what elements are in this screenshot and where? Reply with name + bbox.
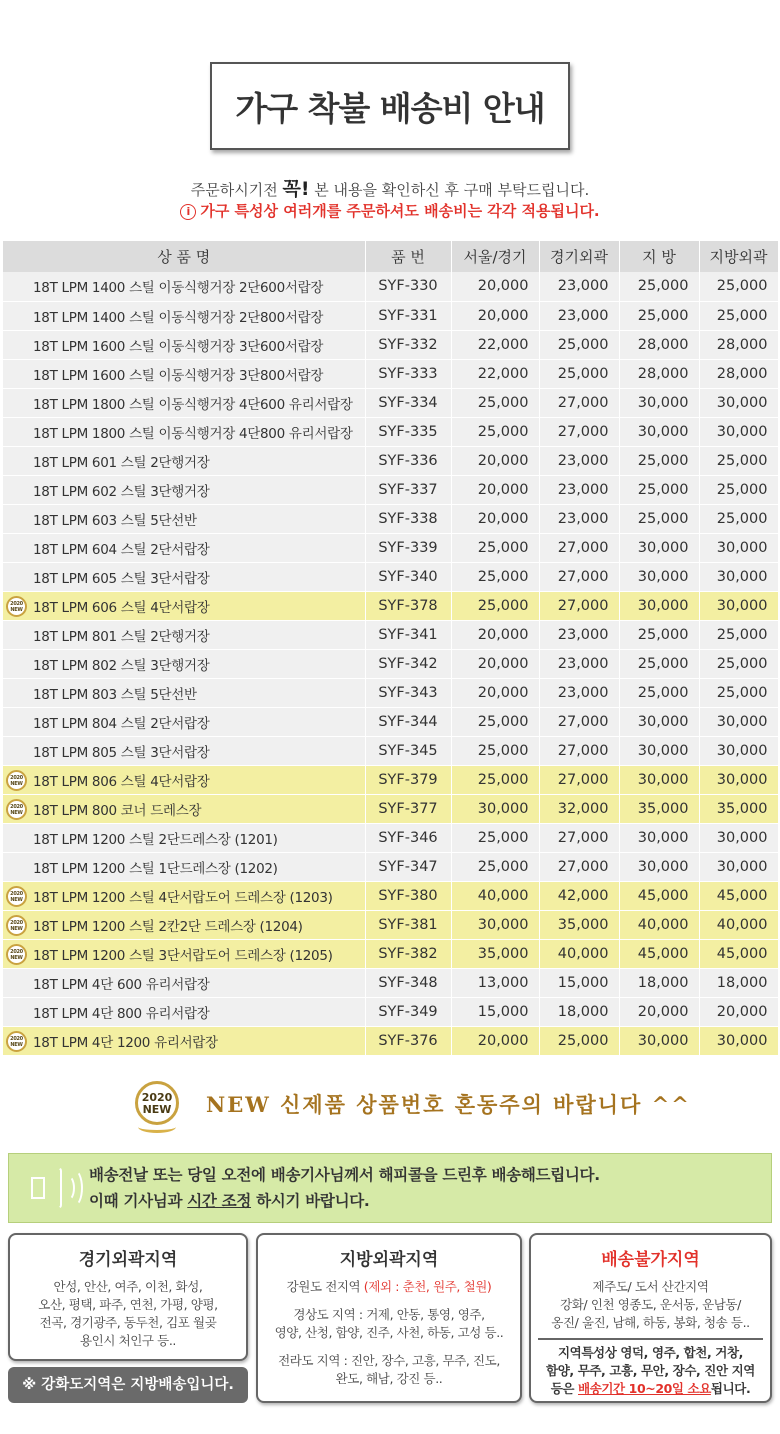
product-code-cell: SYF-337 — [365, 475, 451, 504]
fee-local-outer-cell: 40,000 — [699, 910, 778, 939]
fee-local-cell: 25,000 — [619, 620, 699, 649]
delivery-line-2: 이때 기사님과 시간 조정 하시기 바랍니다. — [89, 1192, 370, 1210]
table-row — [3, 330, 778, 359]
region-unavailable-note: 지역특성상 영덕, 영주, 합천, 거창, — [558, 1345, 743, 1360]
product-code-cell: SYF-330 — [365, 272, 451, 301]
product-name-cell: 2020 NEW 18T LPM 1200 스틸 4단서랍도어 드레스장 (1203) — [3, 881, 365, 910]
table-body — [3, 272, 778, 1055]
region-gyeonggi-outer — [8, 1233, 248, 1361]
new-badge-icon: 2020 NEW — [6, 944, 27, 965]
fee-local-cell: 30,000 — [619, 707, 699, 736]
fee-seoul-cell: 20,000 — [451, 504, 539, 533]
fee-local-outer-cell: 25,000 — [699, 649, 778, 678]
product-name-cell: 18T LPM 1400 스틸 이동식행거장 2단800서랍장 — [3, 301, 365, 330]
region-jeolla-line: 전라도 지역 : 진안, 장수, 고흥, 무주, 진도, — [278, 1353, 500, 1368]
product-name-cell: 2020 NEW 18T LPM 1200 스틸 2칸2단 드레스장 (1204) — [3, 910, 365, 939]
fee-seoul-cell: 25,000 — [451, 533, 539, 562]
product-name-cell: 18T LPM 1200 스틸 1단드레스장 (1202) — [3, 852, 365, 881]
region-gyeonggi-line: 전곡, 경기광주, 동두천, 김포 월곶 — [39, 1315, 217, 1330]
fee-local-outer-cell: 35,000 — [699, 794, 778, 823]
region-local-outer — [256, 1233, 522, 1403]
fee-local-cell: 30,000 — [619, 823, 699, 852]
fee-local-cell: 45,000 — [619, 939, 699, 968]
header-product-name: 상 품 명 — [3, 241, 365, 272]
fee-gyeonggi-outer-cell: 27,000 — [539, 736, 619, 765]
product-name-cell: 18T LPM 802 스틸 3단행거장 — [3, 649, 365, 678]
table-row — [3, 794, 778, 823]
table-row — [3, 359, 778, 388]
table-row — [3, 417, 778, 446]
region-gyeongsang-line: 경상도 지역 : 거제, 안동, 통영, 영주, — [293, 1307, 485, 1322]
fee-local-outer-cell: 25,000 — [699, 678, 778, 707]
fee-local-outer-cell: 28,000 — [699, 330, 778, 359]
product-code-cell: SYF-348 — [365, 968, 451, 997]
product-code-cell: SYF-331 — [365, 301, 451, 330]
product-code-cell: SYF-332 — [365, 330, 451, 359]
table-row — [3, 1026, 778, 1055]
product-name-cell: 18T LPM 1600 스틸 이동식행거장 3단800서랍장 — [3, 359, 365, 388]
product-name-cell: 18T LPM 4단 600 유리서랍장 — [3, 968, 365, 997]
notice-line-2 — [0, 200, 780, 221]
product-code-cell: SYF-346 — [365, 823, 451, 852]
region-gyeonggi-line: 용인시 처인구 등.. — [79, 1333, 177, 1348]
fee-gyeonggi-outer-cell: 27,000 — [539, 852, 619, 881]
region-gyeongsang-line: 영양, 산청, 함양, 진주, 사천, 하동, 고성 등.. — [274, 1325, 504, 1340]
header-seoul-gyeonggi: 서울/경기 — [451, 241, 539, 272]
fee-local-outer-cell: 28,000 — [699, 359, 778, 388]
notice-emphasis: 꼭! — [282, 178, 310, 200]
new-banner-text: NEW 신제품 상품번호 혼동주의 바랍니다 ^^ — [206, 1092, 691, 1117]
table-row — [3, 678, 778, 707]
fee-local-cell: 30,000 — [619, 591, 699, 620]
product-code-cell: SYF-342 — [365, 649, 451, 678]
fee-gyeonggi-outer-cell: 25,000 — [539, 359, 619, 388]
new-medal-icon — [130, 1075, 184, 1133]
fee-seoul-cell: 20,000 — [451, 446, 539, 475]
fee-local-cell: 30,000 — [619, 852, 699, 881]
fee-gyeonggi-outer-cell: 25,000 — [539, 330, 619, 359]
fee-seoul-cell: 15,000 — [451, 997, 539, 1026]
delivery-line-1: 배송전날 또는 당일 오전에 배송기사님께서 해피콜을 드린후 배송해드립니다. — [89, 1166, 600, 1184]
fee-seoul-cell: 25,000 — [451, 562, 539, 591]
fee-local-outer-cell: 25,000 — [699, 272, 778, 301]
fee-gyeonggi-outer-cell: 23,000 — [539, 504, 619, 533]
fee-gyeonggi-outer-cell: 27,000 — [539, 417, 619, 446]
new-badge-icon: 2020 NEW — [6, 915, 27, 936]
fee-seoul-cell: 25,000 — [451, 417, 539, 446]
header-gyeonggi-outer: 경기외곽 — [539, 241, 619, 272]
fee-local-cell: 25,000 — [619, 475, 699, 504]
product-name-cell: 2020 NEW 18T LPM 1200 스틸 3단서랍도어 드레스장 (1205) — [3, 939, 365, 968]
fee-local-cell: 25,000 — [619, 272, 699, 301]
region-gangwon: 강원도 전지역 (제외 : 춘천, 원주, 철원) — [286, 1279, 492, 1294]
fee-gyeonggi-outer-cell: 23,000 — [539, 649, 619, 678]
product-code-cell: SYF-339 — [365, 533, 451, 562]
fee-seoul-cell: 35,000 — [451, 939, 539, 968]
fee-gyeonggi-outer-cell: 32,000 — [539, 794, 619, 823]
fee-gyeonggi-outer-cell: 40,000 — [539, 939, 619, 968]
notice-text-rest: 본 내용을 확인하신 후 구매 부탁드립니다. — [309, 181, 590, 199]
fee-local-outer-cell: 25,000 — [699, 475, 778, 504]
fee-gyeonggi-outer-cell: 35,000 — [539, 910, 619, 939]
product-code-cell: SYF-343 — [365, 678, 451, 707]
product-code-cell: SYF-333 — [365, 359, 451, 388]
fee-seoul-cell: 22,000 — [451, 359, 539, 388]
shipping-fee-table — [3, 241, 779, 1056]
fee-local-outer-cell: 18,000 — [699, 968, 778, 997]
fee-local-cell: 30,000 — [619, 533, 699, 562]
region-unavailable-period: 등은 배송기간 10~20일 소요됩니다. — [550, 1381, 751, 1396]
header-local: 지 방 — [619, 241, 699, 272]
fee-local-outer-cell: 45,000 — [699, 881, 778, 910]
fee-local-cell: 30,000 — [619, 736, 699, 765]
product-name-cell: 18T LPM 801 스틸 2단행거장 — [3, 620, 365, 649]
product-name-cell: 2020 NEW 18T LPM 606 스틸 4단서랍장 — [3, 591, 365, 620]
notice-line-1 — [0, 174, 780, 201]
product-name-cell: 18T LPM 602 스틸 3단행거장 — [3, 475, 365, 504]
medal-year: 2020 — [141, 1091, 173, 1104]
fee-gyeonggi-outer-cell: 18,000 — [539, 997, 619, 1026]
product-code-cell: SYF-340 — [365, 562, 451, 591]
fee-seoul-cell: 20,000 — [451, 301, 539, 330]
product-name-cell: 18T LPM 804 스틸 2단서랍장 — [3, 707, 365, 736]
fee-seoul-cell: 20,000 — [451, 649, 539, 678]
fee-gyeonggi-outer-cell: 23,000 — [539, 301, 619, 330]
fee-seoul-cell: 20,000 — [451, 678, 539, 707]
fee-gyeonggi-outer-cell: 27,000 — [539, 533, 619, 562]
title-box — [210, 62, 570, 150]
fee-gyeonggi-outer-cell: 23,000 — [539, 620, 619, 649]
product-code-cell: SYF-336 — [365, 446, 451, 475]
product-code-cell: SYF-334 — [365, 388, 451, 417]
fee-local-cell: 25,000 — [619, 504, 699, 533]
fee-gyeonggi-outer-cell: 25,000 — [539, 1026, 619, 1055]
region-gyeonggi-line: 안성, 안산, 여주, 이천, 화성, — [53, 1279, 203, 1294]
table-row — [3, 997, 778, 1026]
fee-local-cell: 45,000 — [619, 881, 699, 910]
region-unavailable-line: 강화/ 인천 영종도, 운서동, 운남동/ — [560, 1297, 741, 1312]
fee-local-outer-cell: 25,000 — [699, 301, 778, 330]
table-row — [3, 649, 778, 678]
table-row — [3, 910, 778, 939]
product-name-cell: 2020 NEW 18T LPM 806 스틸 4단서랍장 — [3, 765, 365, 794]
product-name-cell: 18T LPM 803 스틸 5단선반 — [3, 678, 365, 707]
fee-gyeonggi-outer-cell: 27,000 — [539, 388, 619, 417]
region-gyeonggi-line: 오산, 평택, 파주, 연천, 가평, 양평, — [38, 1297, 218, 1312]
fee-gyeonggi-outer-cell: 27,000 — [539, 765, 619, 794]
fee-local-outer-cell: 20,000 — [699, 997, 778, 1026]
new-badge-icon: 2020 NEW — [6, 1031, 27, 1052]
fee-seoul-cell: 25,000 — [451, 736, 539, 765]
table-row — [3, 736, 778, 765]
product-name-cell: 2020 NEW 18T LPM 800 코너 드레스장 — [3, 794, 365, 823]
region-unavailable-line: 옹진/ 울진, 남해, 하동, 봉화, 청송 등.. — [551, 1315, 750, 1330]
fee-gyeonggi-outer-cell: 27,000 — [539, 707, 619, 736]
info-icon: i — [180, 204, 196, 220]
product-name-cell: 18T LPM 805 스틸 3단서랍장 — [3, 736, 365, 765]
product-name-cell: 18T LPM 601 스틸 2단행거장 — [3, 446, 365, 475]
product-name-cell: 18T LPM 1600 스틸 이동식행거장 3단600서랍장 — [3, 330, 365, 359]
new-badge-icon: 2020 NEW — [6, 770, 27, 791]
fee-local-cell: 25,000 — [619, 446, 699, 475]
notice-warning: 가구 특성상 여러개를 주문하셔도 배송비는 각각 적용됩니다. — [200, 202, 600, 220]
product-name-cell: 18T LPM 1400 스틸 이동식행거장 2단600서랍장 — [3, 272, 365, 301]
fee-local-cell: 35,000 — [619, 794, 699, 823]
fee-local-outer-cell: 30,000 — [699, 707, 778, 736]
fee-seoul-cell: 30,000 — [451, 910, 539, 939]
fee-local-outer-cell: 25,000 — [699, 620, 778, 649]
fee-gyeonggi-outer-cell: 27,000 — [539, 823, 619, 852]
fee-gyeonggi-outer-cell: 27,000 — [539, 591, 619, 620]
table-row — [3, 852, 778, 881]
product-name-cell: 18T LPM 604 스틸 2단서랍장 — [3, 533, 365, 562]
fee-local-outer-cell: 30,000 — [699, 417, 778, 446]
fee-local-outer-cell: 30,000 — [699, 852, 778, 881]
region-gyeonggi-title: 경기외곽지역 — [78, 1250, 178, 1270]
fee-local-cell: 30,000 — [619, 1026, 699, 1055]
table-row — [3, 446, 778, 475]
fee-local-cell: 25,000 — [619, 678, 699, 707]
product-name-cell: 18T LPM 603 스틸 5단선반 — [3, 504, 365, 533]
fee-gyeonggi-outer-cell: 27,000 — [539, 562, 619, 591]
fee-local-cell: 40,000 — [619, 910, 699, 939]
product-name-cell: 18T LPM 4단 800 유리서랍장 — [3, 997, 365, 1026]
product-name-cell: 2020 NEW 18T LPM 4단 1200 유리서랍장 — [3, 1026, 365, 1055]
product-code-cell: SYF-377 — [365, 794, 451, 823]
fee-seoul-cell: 25,000 — [451, 388, 539, 417]
fee-seoul-cell: 22,000 — [451, 330, 539, 359]
fee-local-cell: 25,000 — [619, 649, 699, 678]
table-row — [3, 765, 778, 794]
product-code-cell: SYF-378 — [365, 591, 451, 620]
new-badge-icon: 2020 NEW — [6, 886, 27, 907]
table-row — [3, 620, 778, 649]
region-unavailable — [529, 1233, 772, 1403]
product-code-cell: SYF-347 — [365, 852, 451, 881]
new-product-banner — [130, 1073, 691, 1135]
divider — [538, 1338, 763, 1340]
table-row — [3, 881, 778, 910]
new-badge-icon: 2020 NEW — [6, 799, 27, 820]
table-row — [3, 272, 778, 301]
fee-local-cell: 28,000 — [619, 359, 699, 388]
table-row — [3, 968, 778, 997]
fee-seoul-cell: 25,000 — [451, 765, 539, 794]
fee-local-cell: 18,000 — [619, 968, 699, 997]
product-code-cell: SYF-335 — [365, 417, 451, 446]
delivery-time-adjust: 시간 조정 — [187, 1192, 252, 1210]
product-name-cell: 18T LPM 605 스틸 3단서랍장 — [3, 562, 365, 591]
fee-local-outer-cell: 25,000 — [699, 446, 778, 475]
fee-seoul-cell: 25,000 — [451, 591, 539, 620]
fee-local-outer-cell: 30,000 — [699, 533, 778, 562]
fee-local-outer-cell: 30,000 — [699, 736, 778, 765]
fee-local-outer-cell: 25,000 — [699, 504, 778, 533]
fee-local-cell: 25,000 — [619, 301, 699, 330]
fee-local-outer-cell: 30,000 — [699, 388, 778, 417]
fee-gyeonggi-outer-cell: 23,000 — [539, 446, 619, 475]
product-code-cell: SYF-344 — [365, 707, 451, 736]
fee-local-outer-cell: 30,000 — [699, 562, 778, 591]
product-name-cell: 18T LPM 1800 스틸 이동식행거장 4단800 유리서랍장 — [3, 417, 365, 446]
region-unavailable-line: 제주도/ 도서 산간지역 — [592, 1279, 709, 1294]
table-row — [3, 533, 778, 562]
fee-local-cell: 20,000 — [619, 997, 699, 1026]
fee-gyeonggi-outer-cell: 42,000 — [539, 881, 619, 910]
product-code-cell: SYF-338 — [365, 504, 451, 533]
region-unavailable-title: 배송불가지역 — [601, 1250, 700, 1270]
fee-local-cell: 28,000 — [619, 330, 699, 359]
table-row — [3, 301, 778, 330]
table-row — [3, 823, 778, 852]
fee-local-cell: 30,000 — [619, 765, 699, 794]
table-row — [3, 707, 778, 736]
table-row — [3, 939, 778, 968]
table-header-row — [3, 241, 778, 272]
region-unavailable-note: 함양, 무주, 고흥, 무안, 장수, 진안 지역 — [546, 1363, 755, 1378]
fee-gyeonggi-outer-cell: 23,000 — [539, 475, 619, 504]
speaker-icon — [9, 1153, 89, 1223]
table-row — [3, 388, 778, 417]
new-badge-icon: 2020 NEW — [6, 596, 27, 617]
region-local-title: 지방외곽지역 — [339, 1250, 439, 1270]
product-code-cell: SYF-345 — [365, 736, 451, 765]
fee-seoul-cell: 20,000 — [451, 620, 539, 649]
ganghwa-note: ※ 강화도지역은 지방배송입니다. — [8, 1367, 248, 1403]
fee-seoul-cell: 13,000 — [451, 968, 539, 997]
fee-gyeonggi-outer-cell: 23,000 — [539, 678, 619, 707]
product-code-cell: SYF-349 — [365, 997, 451, 1026]
fee-local-outer-cell: 30,000 — [699, 823, 778, 852]
notice-text: 주문하시기전 — [190, 181, 283, 199]
product-code-cell: SYF-382 — [365, 939, 451, 968]
fee-gyeonggi-outer-cell: 23,000 — [539, 272, 619, 301]
table-row — [3, 591, 778, 620]
fee-gyeonggi-outer-cell: 15,000 — [539, 968, 619, 997]
product-name-cell: 18T LPM 1800 스틸 이동식행거장 4단600 유리서랍장 — [3, 388, 365, 417]
fee-local-outer-cell: 30,000 — [699, 1026, 778, 1055]
product-code-cell: SYF-379 — [365, 765, 451, 794]
fee-local-outer-cell: 30,000 — [699, 765, 778, 794]
fee-local-cell: 30,000 — [619, 562, 699, 591]
product-code-cell: SYF-376 — [365, 1026, 451, 1055]
header-product-code: 품 번 — [365, 241, 451, 272]
delivery-notice-box — [8, 1153, 772, 1223]
table-row — [3, 475, 778, 504]
page-title: 가구 착불 배송비 안내 — [235, 88, 545, 128]
fee-local-cell: 30,000 — [619, 417, 699, 446]
fee-seoul-cell: 20,000 — [451, 475, 539, 504]
fee-seoul-cell: 20,000 — [451, 1026, 539, 1055]
medal-label: NEW — [142, 1103, 172, 1116]
fee-seoul-cell: 40,000 — [451, 881, 539, 910]
fee-seoul-cell: 20,000 — [451, 272, 539, 301]
fee-seoul-cell: 30,000 — [451, 794, 539, 823]
table-row — [3, 562, 778, 591]
table-row — [3, 504, 778, 533]
fee-local-outer-cell: 30,000 — [699, 591, 778, 620]
product-code-cell: SYF-341 — [365, 620, 451, 649]
fee-seoul-cell: 25,000 — [451, 707, 539, 736]
product-name-cell: 18T LPM 1200 스틸 2단드레스장 (1201) — [3, 823, 365, 852]
region-jeolla-line: 완도, 해남, 강진 등.. — [335, 1371, 443, 1386]
fee-seoul-cell: 25,000 — [451, 823, 539, 852]
header-local-outer: 지방외곽 — [699, 241, 778, 272]
product-code-cell: SYF-381 — [365, 910, 451, 939]
product-code-cell: SYF-380 — [365, 881, 451, 910]
fee-local-outer-cell: 45,000 — [699, 939, 778, 968]
fee-local-cell: 30,000 — [619, 388, 699, 417]
fee-seoul-cell: 25,000 — [451, 852, 539, 881]
